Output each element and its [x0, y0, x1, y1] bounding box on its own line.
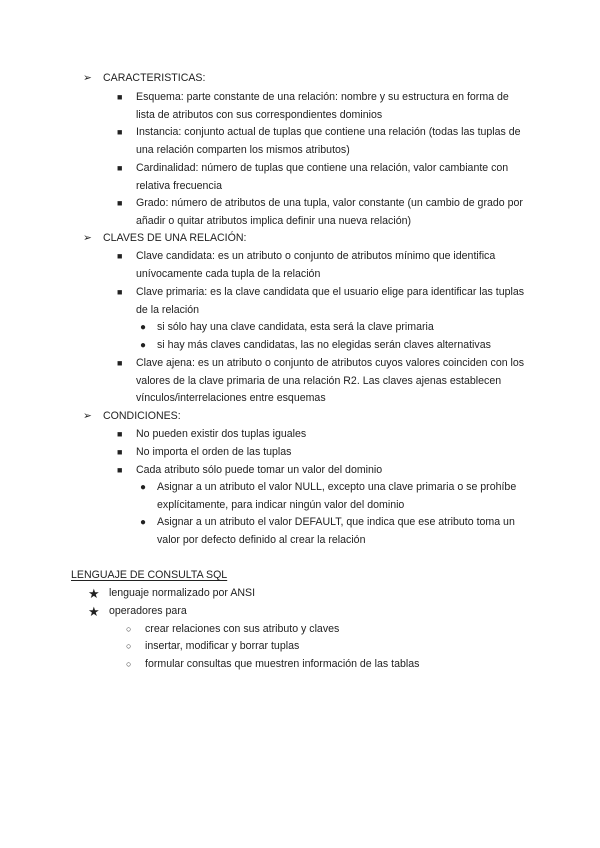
square-bullet-icon: ■ — [117, 358, 123, 368]
sql-heading: LENGUAJE DE CONSULTA SQL — [71, 569, 228, 581]
arrow-bullet-icon: ➢ — [83, 232, 92, 244]
square-bullet-icon: ■ — [117, 163, 123, 173]
circle-bullet-icon: ○ — [126, 624, 132, 634]
section-caracteristicas — [83, 70, 543, 88]
sub-list-item-text: crear relaciones con sus atributo y claves — [145, 623, 340, 635]
list-item — [117, 195, 527, 230]
star-bullet-icon: ★ — [88, 586, 100, 601]
square-bullet-icon: ■ — [117, 251, 123, 261]
list-item — [117, 160, 527, 195]
section-title: CARACTERISTICAS: — [103, 72, 206, 84]
sub-list-item — [140, 319, 525, 337]
circle-bullet-icon: ○ — [126, 659, 132, 669]
list-item — [117, 124, 527, 159]
list-item — [117, 444, 527, 462]
list-item — [88, 585, 388, 603]
sub-list-item-text: si sólo hay una clave candidata, esta será la clave primaria — [157, 321, 434, 333]
list-item — [117, 248, 527, 283]
sub-list-item-text: formular consultas que muestren información de las tablas — [145, 658, 420, 670]
sub-list-item — [126, 621, 526, 639]
star-bullet-icon: ★ — [88, 604, 100, 619]
sub-list-item-text: Asignar a un atributo el valor DEFAULT, que indica que ese atributo toma un valor por defecto definido al crear la relación — [157, 516, 515, 546]
dot-bullet-icon: ● — [140, 340, 147, 351]
circle-bullet-icon: ○ — [126, 641, 132, 651]
list-item-text: Cardinalidad: número de tuplas que contiene una relación, valor cambiante con relativa frecuencia — [136, 162, 509, 192]
list-item-text: No importa el orden de las tuplas — [136, 446, 292, 458]
list-item — [117, 462, 527, 480]
section-title: CONDICIONES: — [103, 410, 181, 422]
list-item — [117, 426, 527, 444]
square-bullet-icon: ■ — [117, 198, 123, 208]
sub-list-item-text: insertar, modificar y borrar tuplas — [145, 640, 300, 652]
sub-list-item — [126, 638, 526, 656]
dot-bullet-icon: ● — [140, 517, 147, 528]
sub-list-item — [140, 514, 520, 549]
arrow-bullet-icon: ➢ — [83, 72, 92, 84]
sub-list-item-text: si hay más claves candidatas, las no elegidas serán claves alternativas — [157, 339, 491, 351]
list-item-text: Cada atributo sólo puede tomar un valor del dominio — [136, 464, 383, 476]
list-item — [88, 603, 388, 621]
list-item-text: No pueden existir dos tuplas iguales — [136, 428, 307, 440]
list-item-text: operadores para — [109, 605, 187, 617]
section-claves — [83, 230, 543, 248]
list-item-text: Instancia: conjunto actual de tuplas que contiene una relación (todas las tuplas de una relación comparten los mismos atributos) — [136, 126, 521, 156]
list-item-text: lenguaje normalizado por ANSI — [109, 587, 256, 599]
list-item-text: Clave ajena: es un atributo o conjunto de atributos cuyos valores coinciden con los valores de la clave primaria de una relación R2. Las claves ajenas establecen vínculos/interrelaciones entre esquemas — [136, 357, 525, 405]
list-item — [117, 89, 527, 124]
square-bullet-icon: ■ — [117, 447, 123, 457]
list-item-text: Esquema: parte constante de una relación: nombre y su estructura en forma de lista de atributos con sus correspondientes dominios — [136, 91, 509, 121]
list-item — [117, 355, 527, 408]
sub-list-item — [140, 337, 525, 355]
dot-bullet-icon: ● — [140, 322, 147, 333]
square-bullet-icon: ■ — [117, 287, 123, 297]
list-item-text: Clave candidata: es un atributo o conjunto de atributos mínimo que identifica unívocamente cada tupla de la relación — [136, 250, 496, 280]
section-title: CLAVES DE UNA RELACIÓN: — [103, 232, 247, 244]
list-item — [117, 284, 527, 319]
square-bullet-icon: ■ — [117, 429, 123, 439]
sub-list-item — [140, 479, 520, 514]
sub-list-item-text: Asignar a un atributo el valor NULL, excepto una clave primaria o se prohíbe explícitamente, para indicar ningún valor del dominio — [157, 481, 517, 511]
square-bullet-icon: ■ — [117, 127, 123, 137]
square-bullet-icon: ■ — [117, 92, 123, 102]
dot-bullet-icon: ● — [140, 482, 147, 493]
list-item-text: Clave primaria: es la clave candidata que el usuario elige para identificar las tuplas de la relación — [136, 286, 525, 316]
arrow-bullet-icon: ➢ — [83, 410, 92, 422]
square-bullet-icon: ■ — [117, 465, 123, 475]
section-condiciones — [83, 408, 543, 426]
list-item-text: Grado: número de atributos de una tupla, valor constante (un cambio de grado por añadir o quitar atributos implica definir una nueva relación) — [136, 197, 523, 227]
sub-list-item — [126, 656, 526, 674]
